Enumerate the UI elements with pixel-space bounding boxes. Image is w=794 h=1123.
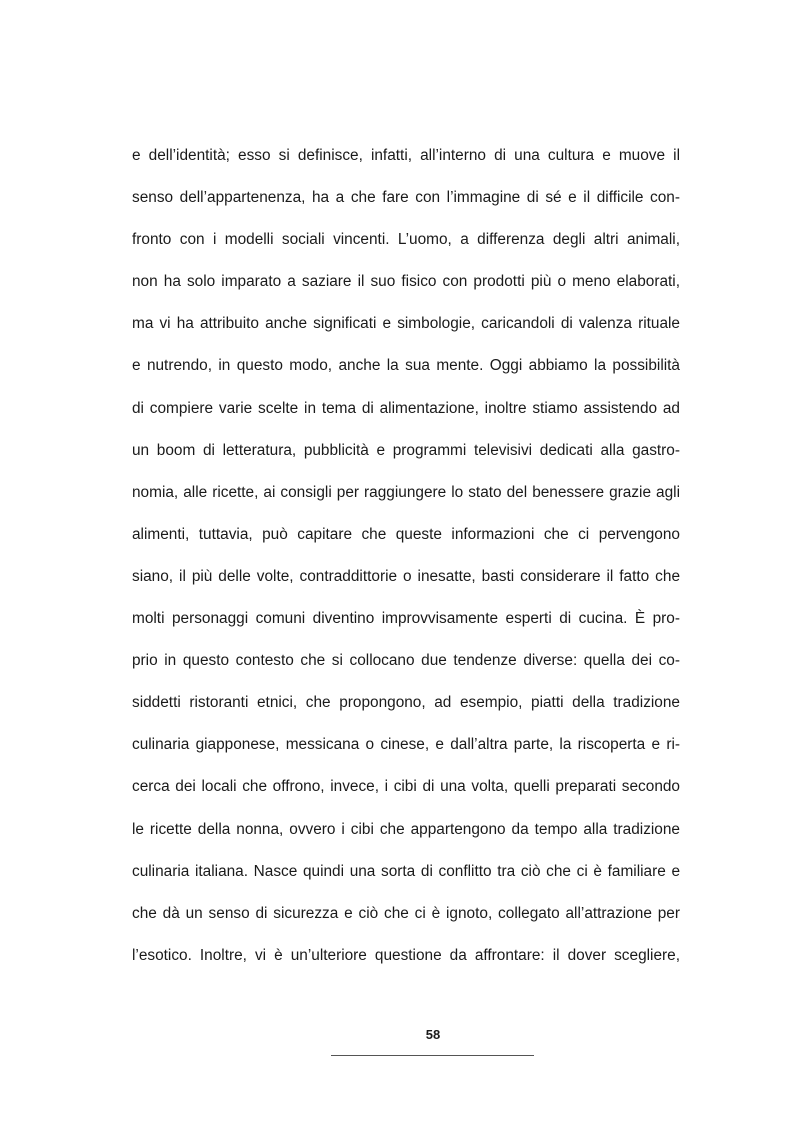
text-line: fronto con i modelli sociali vincenti. L’uomo, a differenza degli altri animali,: [132, 231, 680, 249]
text-line: senso dell’appartenenza, ha a che fare con l’immagine di sé e il difficile con-: [132, 189, 680, 207]
footer-divider: [331, 1055, 534, 1056]
text-line: l’esotico. Inoltre, vi è un’ulteriore questione da affrontare: il dover scegliere,: [132, 946, 680, 964]
text-line: nomia, alle ricette, ai consigli per raggiungere lo stato del benessere grazie agli: [132, 483, 680, 501]
text-line: prio in questo contesto che si collocano due tendenze diverse: quella dei co-: [132, 652, 680, 670]
text-line: siano, il più delle volte, contraddittorie o inesatte, basti considerare il fatto che: [132, 567, 680, 585]
body-paragraph: [132, 144, 680, 986]
text-line: cerca dei locali che offrono, invece, i cibi di una volta, quelli preparati secondo: [132, 778, 680, 796]
text-line: siddetti ristoranti etnici, che propongono, ad esempio, piatti della tradizione: [132, 694, 680, 712]
text-line: alimenti, tuttavia, può capitare che queste informazioni che ci pervengono: [132, 525, 680, 543]
text-line: non ha solo imparato a saziare il suo fisico con prodotti più o meno elaborati,: [132, 273, 680, 291]
page-number: 58: [425, 1027, 441, 1042]
text-line: molti personaggi comuni diventino improvvisamente esperti di cucina. È pro-: [132, 610, 680, 628]
text-line: che dà un senso di sicurezza e ciò che ci è ignoto, collegato all’attrazione per: [132, 904, 680, 922]
text-line: e dell’identità; esso si definisce, infatti, all’interno di una cultura e muove il: [132, 147, 680, 164]
text-line: culinaria italiana. Nasce quindi una sorta di conflitto tra ciò che ci è familiare e: [132, 862, 680, 880]
text-line: e nutrendo, in questo modo, anche la sua mente. Oggi abbiamo la possibilità: [132, 357, 680, 375]
text-line: le ricette della nonna, ovvero i cibi che appartengono da tempo alla tradizione: [132, 820, 680, 838]
text-line: di compiere varie scelte in tema di alimentazione, inoltre stiamo assistendo ad: [132, 399, 680, 417]
text-line: un boom di letteratura, pubblicità e programmi televisivi dedicati alla gastro-: [132, 441, 680, 459]
text-line: culinaria giapponese, messicana o cinese, e dall’altra parte, la riscoperta e ri-: [132, 736, 680, 754]
text-line: ma vi ha attribuito anche significati e simbologie, caricandoli di valenza rituale: [132, 315, 680, 333]
